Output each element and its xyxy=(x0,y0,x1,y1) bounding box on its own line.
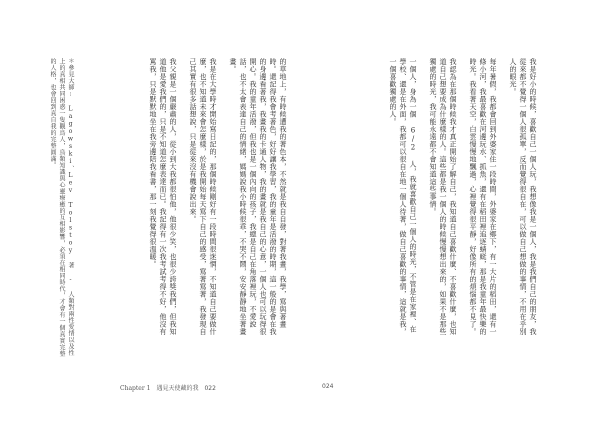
running-title: 遇見天使藏的我 xyxy=(156,385,199,392)
right-page xyxy=(300,0,600,425)
right-page-footer xyxy=(322,383,333,390)
footnote-text: ＊參見大師: Lagowski、Lev Tolstoy 著 - 人類對兩性愛情以及性上的真相共同困惑一隻觀鳥人，鳥類知識與心靈療癒的互相影響，必須在相同時代，才會有一個真實完整的人格，也會回到真自我的完整圓滿。 xyxy=(49,58,74,357)
left-page-number: 022 xyxy=(204,385,216,392)
right-body-text: 我是好小的時候，喜歡自己一個人玩，我想像我是一個人，我是我們自己的朋友，我從來都不覺得一個人很孤單，反而覺得很自在，可以做自己想做的事情，不用在乎別人的眼光。 每年暑假，我都會回到外婆家住一段時間，外婆家在鄉下，有一大片的稻田，還有一條小河，我最喜歡在河邊玩水、抓魚，還有在稻田裡追逐蜻蜓，那是我童年最快樂的時光。我看著天空，白雲慢慢地飄過，心裡覺得很平靜，好像所有的煩惱都不見了。 我認為在那個時候我才真正開始了解自己，我知道自己喜歡什麼、不喜歡什麼，也知道自己想要成為什麼樣的人。這些都是我一個人的時候慢慢想出來的，如果不是那些獨處的時光，我可能永遠都不會知道這些事情。 一個人，身為一個 6/2 人，我就喜歡自己一個人的時光，不管是在家裡、在學校、還是在外面，我都可以很自在地一個人待著，做自己喜歡的事情，這就是我，一個喜歡獨處的人。 xyxy=(389,58,537,336)
right-page-number: 024 xyxy=(322,383,334,390)
chapter-label: Chapter 1 xyxy=(120,385,151,392)
left-body-text: 的草地上，有時候遭我的著色本，不然就是我自自發，對著我畫，我學，寫與著畫時。還記得我會考著色，好好讓我學習，我的童年是活潑的時期，這一般的是會在我的身邊看著我，我畫我的卡通人物，我的畫就是我自己的心意，一個人也可以玩得很開心。我的童年活潑，但我也是一個內向的孩子，我總是自己在角落裡玩，不愛說話，也不太會表達自己的情緒，媽媽說我小時候很乖，不哭不鬧，安安靜靜地坐著畫畫。 我是在大學時才開始寫日記的，那個時候剛好有一段時間很迷惘，不知道自己要做什麼，也不知道未來會怎麼樣，於是我開始每天寫下自己的感受，寫著寫著，我發現自己其實有很多話想說，只是從來沒有機會說出來。 我父親是一個嚴肅的人，從小到大我都很怕他，他很少笑，也很少誇獎我們，但我知道他是愛我們的，只是不知道怎麼表達而已。我記得有一次我考試考得不好，他沒有罵我，只是默默地坐在我旁邊陪我看書，那一刻我覺得很溫暖。 xyxy=(149,58,287,336)
left-page-footer xyxy=(120,383,216,392)
